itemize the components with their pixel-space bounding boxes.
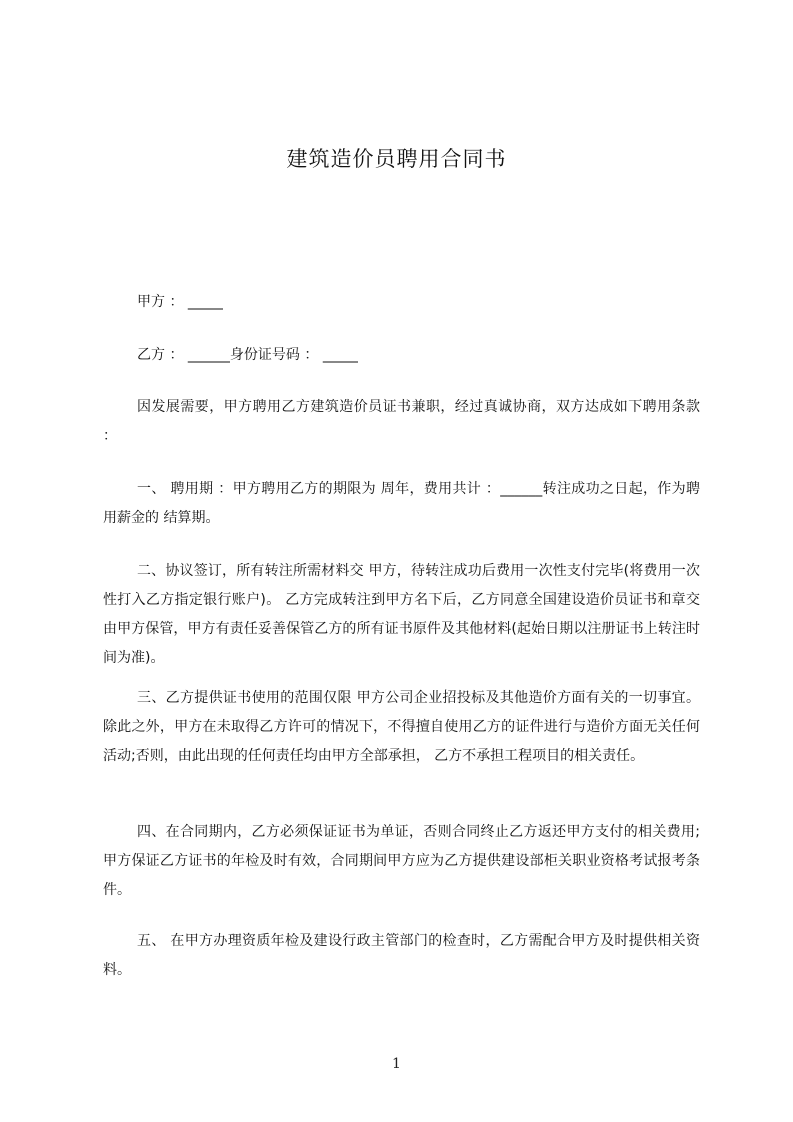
page-number: 1 [392, 1056, 401, 1072]
document-title: 建筑造价员聘用合同书 [286, 147, 507, 171]
paragraph-clause-1: 一、 聘用期 ：甲方聘用乙方的期限为 周年，费用共计 ：______转注成功之日起，作为聘用薪金的 结算期。 [103, 481, 700, 526]
paragraph-clause-3: 三、乙方提供证书使用的范围仅限 甲方公司企业招投标及其他造价方面有关的一切事宜。除此之外，甲方在未取得乙方许可的情况下，不得擅自使用乙方的证件进行与造价方面无关任何活动;否则，由此出现的任何责任均由甲方全部承担， 乙方不承担工程项目的相关责任。 [103, 690, 700, 764]
paragraph-intro: 因发展需要，甲方聘用乙方建筑造价员证书兼职，经过真诚协商，双方达成如下聘用条款 ： [103, 399, 700, 444]
paragraph-clause-2: 二、协议签订，所有转注所需材料交 甲方，待转注成功后费用一次性支付完毕(将费用一次性打入乙方指定银行账户)。 乙方完成转注到甲方名下后，乙方同意全国建设造价员证书和章交由甲方保管，甲方有责任妥善保管乙方的所有证书原件及其他材料(起始日期以注册证书上转注时间为准)。 [103, 563, 700, 666]
party-a-label: 甲方 ： [137, 294, 184, 310]
party-a-blank: _____ [187, 294, 223, 310]
party-b-blank: ______ [187, 347, 230, 363]
paragraph-clause-4: 四、在合同期内，乙方必须保证证书为单证，否则合同终止乙方返还甲方支付的相关费用;甲方保证乙方证书的年检及时有效，合同期间甲方应为乙方提供建设部柜关职业资格考试报考条件。 [103, 824, 700, 898]
party-a-line [137, 292, 223, 312]
party-b-label: 乙方 ： [137, 347, 184, 363]
party-b-line [137, 345, 358, 365]
paragraph-clause-5: 五、 在甲方办理资质年检及建设行政主管部门的检查时，乙方需配合甲方及时提供相关资料。 [103, 933, 700, 978]
id-number-blank: _____ [322, 347, 358, 363]
id-number-label: 身份证号码 ： [229, 347, 319, 363]
